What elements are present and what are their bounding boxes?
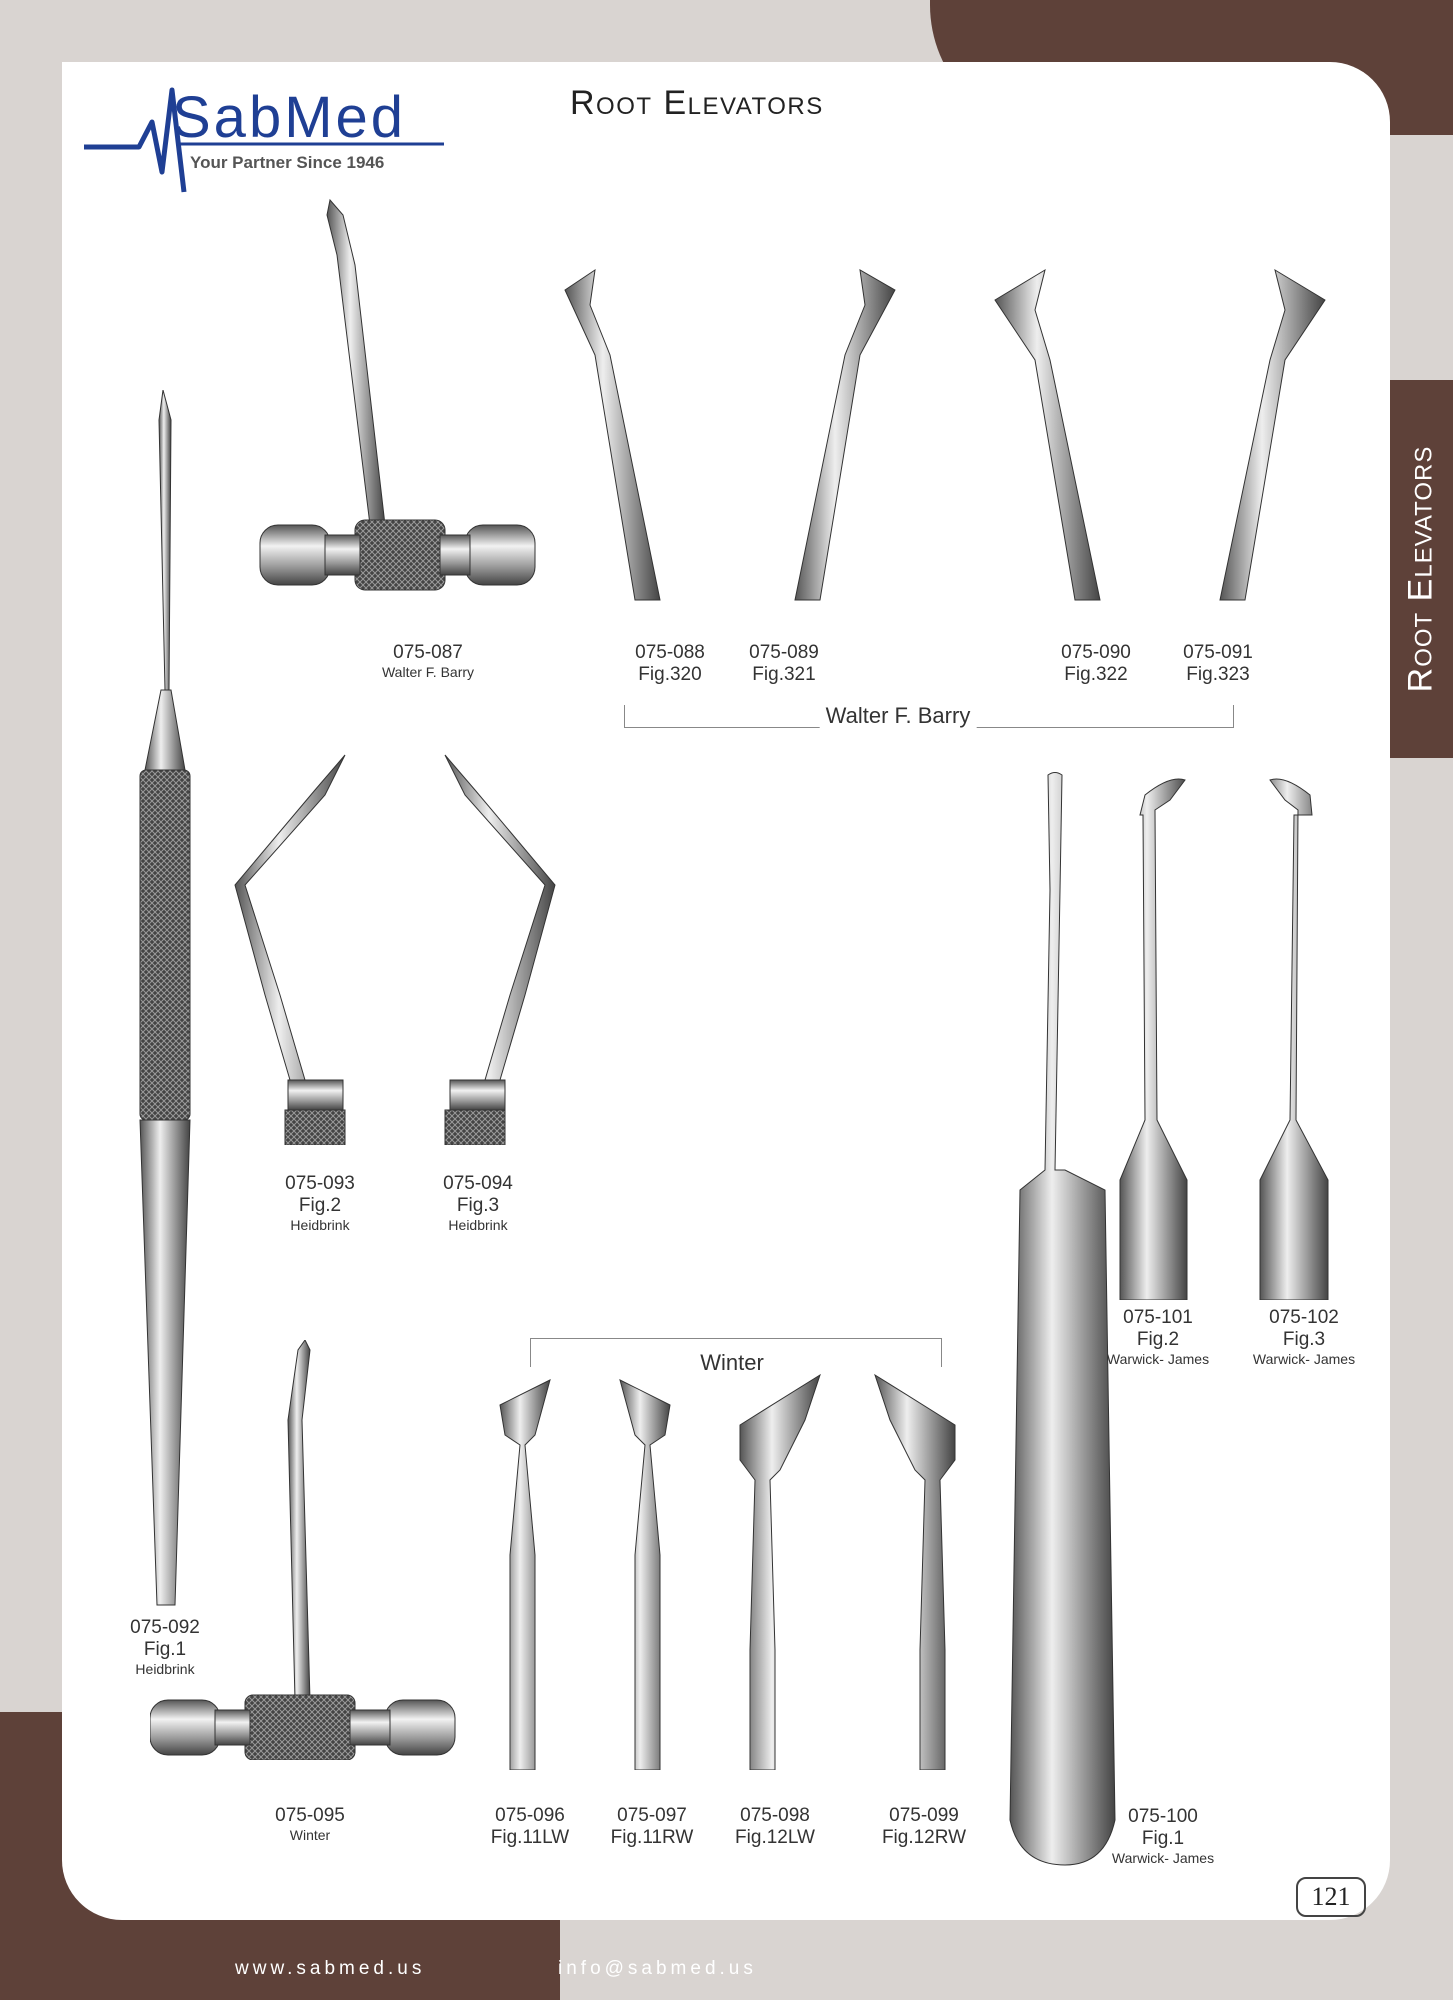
product-code: 075-092	[130, 1617, 200, 1638]
product-fig: Fig.1	[143, 1638, 187, 1660]
product-label	[443, 1173, 513, 1233]
product-code: 075-097	[617, 1805, 687, 1826]
product-fig: Fig.322	[1064, 663, 1128, 685]
product-name: Heidbrink	[290, 1216, 350, 1233]
brand-name: SabMed	[172, 85, 407, 150]
product-code: 075-096	[495, 1805, 565, 1826]
product-label	[130, 1617, 200, 1677]
product-label	[275, 1805, 345, 1843]
product-code: 075-102	[1269, 1307, 1339, 1328]
product-fig: Fig.12RW	[881, 1826, 967, 1848]
product-code: 075-091	[1183, 642, 1253, 663]
instrument-075-098-image	[735, 1370, 825, 1770]
footer-website[interactable]: www.sabmed.us	[235, 1958, 426, 1979]
product-name: Walter F. Barry	[381, 663, 475, 680]
product-label	[382, 642, 474, 680]
product-fig: Fig.320	[638, 663, 702, 685]
instrument-075-099-image	[870, 1370, 960, 1770]
product-name: Heidbrink	[448, 1216, 508, 1233]
product-label	[1112, 1806, 1214, 1866]
instrument-075-091-image	[1190, 265, 1330, 605]
product-label	[1253, 1307, 1355, 1367]
footer-email[interactable]: info@sabmed.us	[558, 1958, 757, 1979]
product-label	[749, 642, 819, 686]
product-label	[735, 1805, 815, 1849]
product-code: 075-093	[285, 1173, 355, 1194]
product-fig: Fig.3	[1282, 1328, 1326, 1350]
brand-tagline: Your Partner Since 1946	[190, 153, 385, 172]
product-code: 075-090	[1061, 642, 1131, 663]
product-code: 075-094	[443, 1173, 513, 1194]
product-fig: Fig.11LW	[490, 1826, 570, 1848]
product-fig: Fig.3	[456, 1194, 500, 1216]
group-label-walter-barry: Walter F. Barry	[820, 703, 977, 729]
instrument-075-097-image	[615, 1375, 685, 1770]
product-fig: Fig.11RW	[610, 1826, 694, 1848]
product-code: 075-089	[749, 642, 819, 663]
product-label	[635, 642, 705, 686]
product-label	[1107, 1307, 1209, 1367]
instrument-075-096-image	[495, 1375, 565, 1770]
product-code: 075-087	[393, 642, 463, 663]
product-label	[285, 1173, 355, 1233]
product-fig: Fig.2	[298, 1194, 342, 1216]
product-code: 075-101	[1123, 1307, 1193, 1328]
product-name: Warwick- James	[1106, 1350, 1210, 1367]
page-title: Root Elevators	[570, 84, 824, 122]
instrument-075-087-image	[255, 195, 585, 595]
group-label-winter: Winter	[700, 1350, 764, 1375]
product-label	[491, 1805, 570, 1849]
product-name: Warwick- James	[1111, 1849, 1215, 1866]
product-fig: Fig.12LW	[735, 1826, 815, 1848]
product-name: Winter	[289, 1826, 331, 1843]
instrument-075-094-image	[440, 750, 560, 1145]
instrument-075-095-image	[150, 1340, 470, 1760]
instrument-075-102-image	[1250, 770, 1340, 1300]
product-fig: Fig.321	[752, 663, 816, 685]
instrument-075-088-image	[560, 265, 700, 605]
product-code: 075-100	[1128, 1806, 1198, 1827]
product-fig: Fig.2	[1136, 1328, 1180, 1350]
product-name: Warwick- James	[1252, 1350, 1356, 1367]
product-name: Heidbrink	[135, 1660, 195, 1677]
product-code: 075-099	[889, 1805, 959, 1826]
side-tab-label: Root Elevators	[1401, 445, 1440, 693]
product-label	[611, 1805, 694, 1849]
product-label	[1061, 642, 1131, 686]
product-fig: Fig.323	[1186, 663, 1250, 685]
product-code: 075-088	[635, 642, 705, 663]
instrument-075-100-image	[1005, 770, 1120, 1870]
product-fig: Fig.1	[1141, 1827, 1185, 1849]
instrument-075-090-image	[990, 265, 1130, 605]
product-code: 075-098	[740, 1805, 810, 1826]
instrument-075-101-image	[1115, 770, 1205, 1300]
page-number: 121	[1296, 1877, 1366, 1917]
product-label	[882, 1805, 966, 1849]
product-code: 075-095	[275, 1805, 345, 1826]
instrument-075-089-image	[760, 265, 900, 605]
instrument-075-093-image	[230, 750, 350, 1145]
product-label	[1183, 642, 1253, 686]
